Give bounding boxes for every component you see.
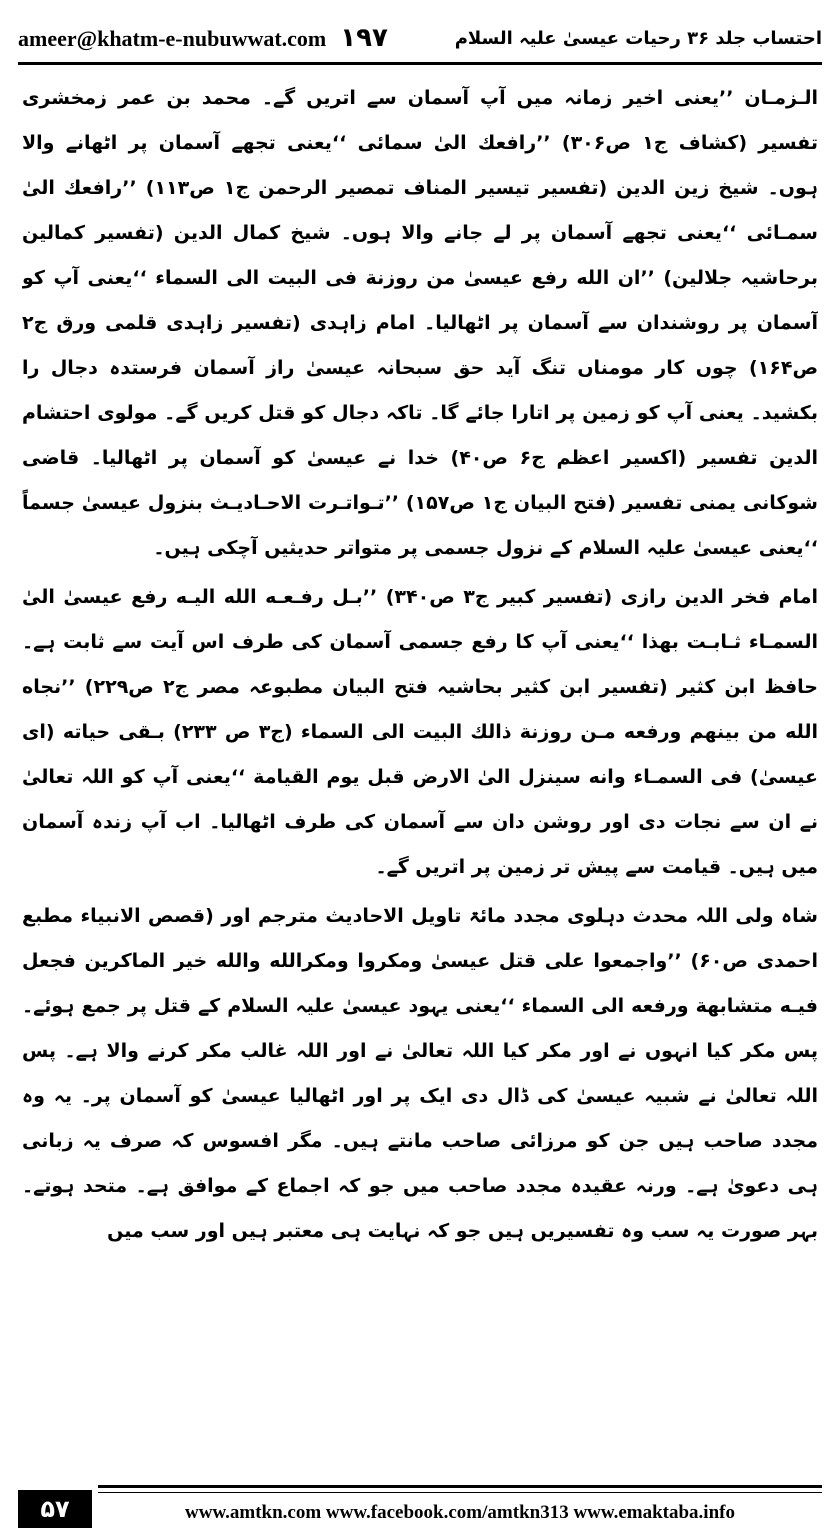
- header-email[interactable]: ameer@khatm-e-nubuwwat.com: [18, 26, 327, 51]
- page-header: [18, 14, 822, 65]
- page-body: [22, 76, 818, 1470]
- footer-page-number: ۵۷: [18, 1490, 92, 1528]
- paragraph-3: شاہ ولی اللہ محدث دہلوی مجدد مائۃ تاویل الاحادیث مترجم اور (قصص الانبیاء مطبع احمدی ص۶۰) ’’واجمعوا علی قتل عیسیٰ ومکروا ومکرالله والله خیر الماکرین فجعل فیـه متشابهة ورفعه الی السماء ‘‘یعنی یہود عیسیٰ علیہ السلام کے قتل پر جمع ہوئے۔ پس مکر کیا انہوں نے اور مکر کیا اللہ تعالیٰ نے اور اللہ غالب مکر کرنے والا ہے۔ پس اللہ تعالیٰ نے شبیہ عیسیٰ کی ڈال دی ایک پر اور اٹھالیا عیسیٰ کو آسمان پر۔ یہ وہ مجدد صاحب ہیں جن کو مرزائی صاحب مانتے ہیں۔ مگر افسوس کہ صرف یہ زبانی ہی دعویٰ ہے۔ ورنہ عقیدہ مجدد صاحب میں جو کہ اجماع کے موافق ہے۔ متحد ہوتے۔ بہر صورت یہ سب وہ تفسیریں ہیں جو کہ نہایت ہی معتبر ہیں اور سب میں: [22, 905, 818, 1242]
- page-footer: [18, 1482, 822, 1528]
- paragraph-2: امام فخر الدین رازی (تفسیر کبیر ج۳ ص۳۴۰) ’’بـل رفـعـه الله الیـه رفع عیسیٰ الیٰ السمـاء ثـابـت بهذا ‘‘یعنی آپ کا رفع جسمی آسمان کی طرف اس آیت سے ثابت ہے۔ حافظ ابن کثیر (تفسیر ابن کثیر بحاشیہ فتح البیان مطبوعہ مصر ج۲ ص۲۲۹) ’’نجاه الله من بینهم ورفعه مـن روزنة ذالك البیت الی السماء (ج۳ ص ۲۳۳) بـقی حیاته (ای عیسیٰ) فی السمـاء وانه سینزل الیٰ الارض قبل یوم القیامة ‘‘یعنی آپ کو اللہ تعالیٰ نے ان سے نجات دی اور روشن دان سے آسمان کی طرف اٹھالیا۔ اب آپ زندہ آسمان میں ہیں۔ قیامت سے پیش تر زمین پر اتریں گے۔: [22, 586, 818, 878]
- footer-link-bar: [98, 1485, 822, 1528]
- footer-links[interactable]: www.amtkn.com www.facebook.com/amtkn313 www.emaktaba.info: [185, 1502, 735, 1523]
- header-left: [18, 23, 388, 53]
- header-page-number: ۱۹۷: [340, 23, 388, 53]
- paragraph-1: الـزمـان ’’یعنی اخیر زمانہ میں آپ آسمان سے اتریں گے۔ محمد بن عمر زمخشری تفسیر (کشاف ج۱ ص۳۰۶) ’’رافعك الیٰ سمائی ‘‘یعنی تجھے آسمان پر اٹھانے والا ہوں۔ شیخ زین الدین (تفسیر تیسیر المناف تمصیر الرحمن ج۱ ص۱۱۳) ’’رافعك الیٰ سمـائی ‘‘یعنی تجھے آسمان پر لے جانے والا ہوں۔ شیخ کمال الدین (تفسیر کمالین برحاشیہ جلالین) ’’ان الله رفع عیسیٰ من روزنة فی البیت الی السماء ‘‘یعنی آپ کو آسمان پر روشندان سے آسمان پر اٹھالیا۔ امام زاہدی (تفسیر زاہدی قلمی ورق ج۲ ص۱۶۴) چوں کار مومناں تنگ آید حق سبحانہ عیسیٰ راز آسمان فرستدہ دجال را بکشید۔ یعنی آپ کو زمین پر اتارا جائے گا۔ تاکہ دجال کو قتل کریں گے۔ مولوی احتشام الدین تفسیر (اکسیر اعظم ج۶ ص۴۰) خدا نے عیسیٰ کو آسمان پر اٹھالیا۔ قاضی شوکانی یمنی تفسیر (فتح البیان ج۱ ص۱۵۷) ’’تـواتـرت الاحـادیـث بنزول عیسیٰ جسماً ‘‘یعنی عیسیٰ علیہ السلام کے نزول جسمی پر متواتر حدیثیں آچکی ہیں۔: [22, 87, 818, 559]
- header-title: احتساب جلد ۳۶ رحیات عیسیٰ علیہ السلام: [454, 27, 822, 49]
